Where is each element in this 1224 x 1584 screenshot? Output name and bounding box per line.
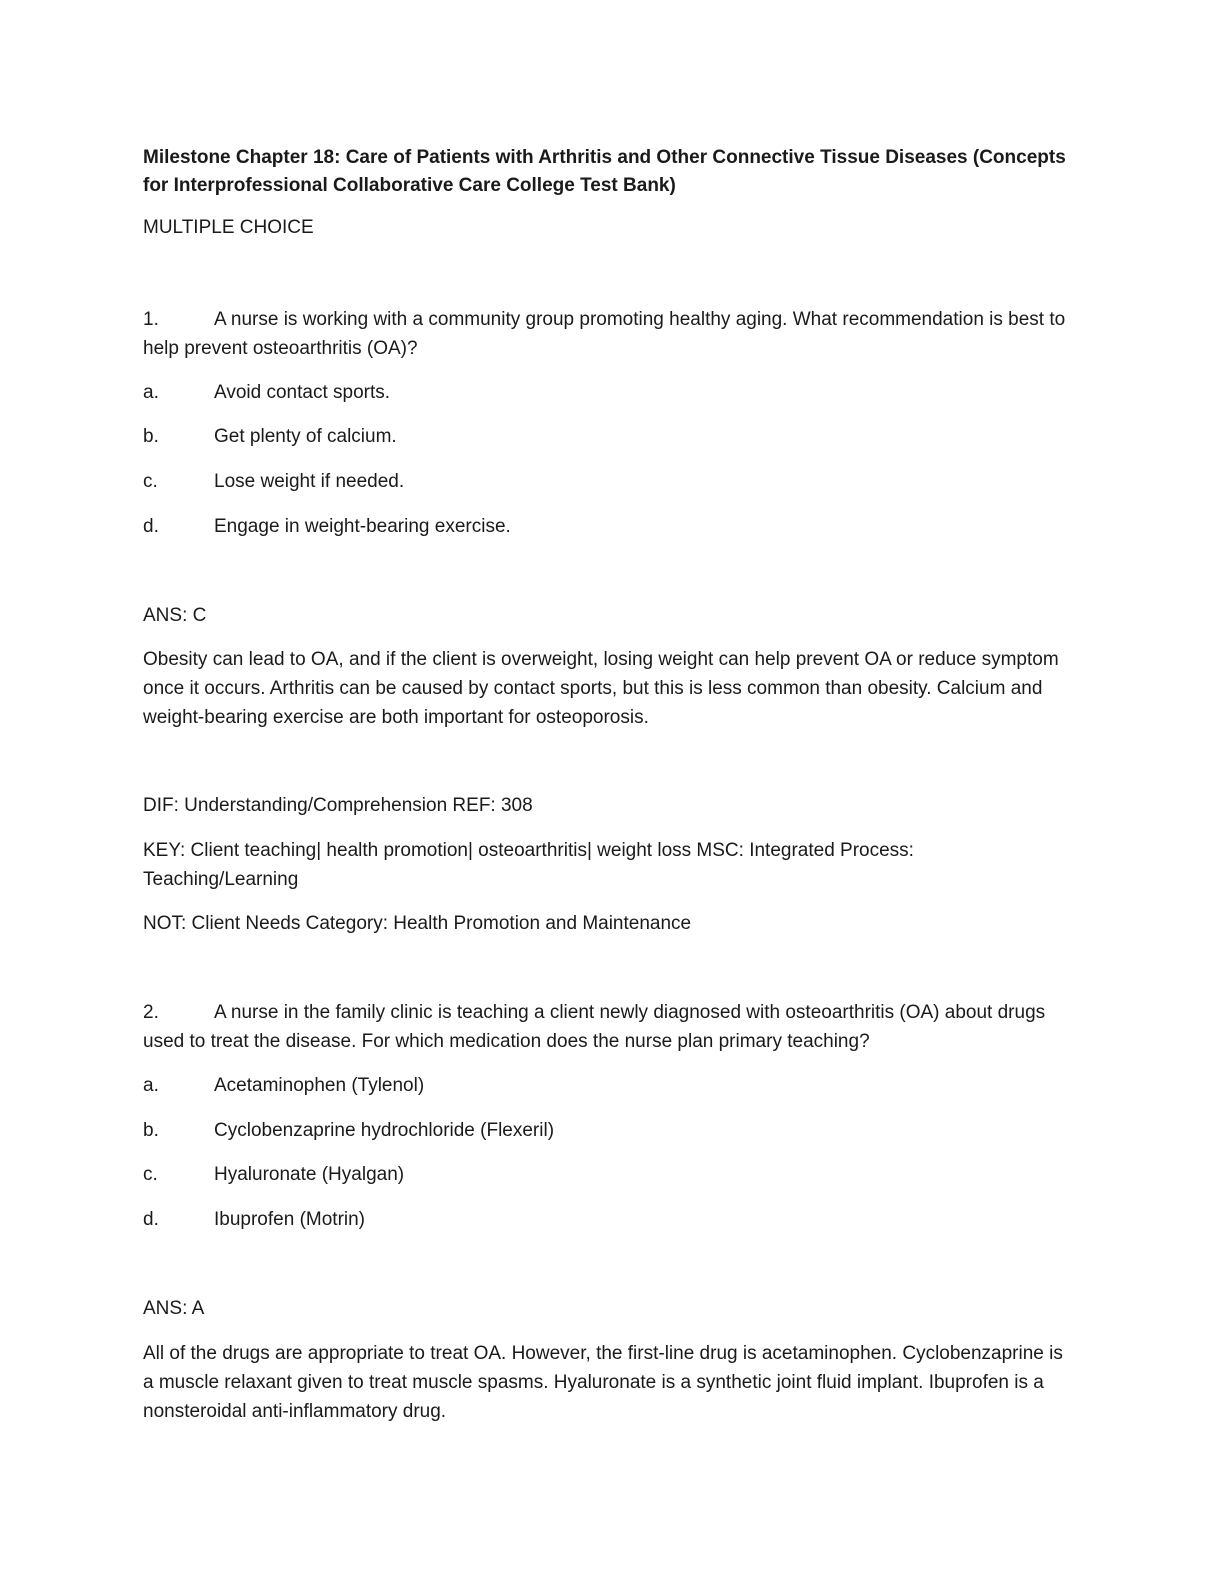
question-2-option-c: [143, 1160, 1073, 1189]
question-2-option-b: [143, 1116, 1073, 1145]
option-text: Hyaluronate (Hyalgan): [214, 1164, 405, 1185]
question-1-dif: DIF: Understanding/Comprehension REF: 308: [143, 795, 533, 816]
option-letter: a.: [143, 1075, 159, 1096]
question-1-number: 1.: [143, 309, 159, 330]
option-text: Ibuprofen (Motrin): [214, 1209, 366, 1230]
option-text: Get plenty of calcium.: [214, 426, 397, 447]
option-letter: b.: [143, 426, 159, 447]
question-2-option-d: [143, 1205, 1073, 1234]
question-2-answer: ANS: A: [143, 1298, 205, 1319]
option-letter: a.: [143, 382, 159, 403]
question-2-number: 2.: [143, 1002, 159, 1023]
question-1-stem: [143, 305, 1073, 363]
question-1-option-d: [143, 512, 1073, 541]
option-text: Cyclobenzaprine hydrochloride (Flexeril): [214, 1120, 555, 1141]
question-2-rationale: All of the drugs are appropriate to treat OA. However, the first-line drug is acetaminophen. Cyclobenzaprine is a muscle relaxant given to treat muscle spasms. Hyaluronate is a synthetic joint fluid implant. Ibuprofen is a nonsteroidal anti-inflammatory drug.: [143, 1343, 1063, 1422]
question-1-key: KEY: Client teaching| health promotion| osteoarthritis| weight loss MSC: Integrated Process: Teaching/Learning: [143, 840, 914, 890]
option-text: Avoid contact sports.: [214, 382, 391, 403]
document-title: Milestone Chapter 18: Care of Patients with Arthritis and Other Connective Tissue Diseases (Concepts for Interprofessional Collaborative Care College Test Bank): [143, 147, 1066, 196]
question-1-option-a: [143, 378, 1073, 407]
question-1-option-b: [143, 422, 1073, 451]
question-1-option-c: [143, 467, 1073, 496]
option-text: Engage in weight-bearing exercise.: [214, 516, 511, 537]
option-text: Acetaminophen (Tylenol): [214, 1075, 425, 1096]
question-1-rationale: Obesity can lead to OA, and if the client is overweight, losing weight can help prevent OA or reduce symptom once it occurs. Arthritis can be caused by contact sports, but this is less common than obesity. Calcium and weight-bearing exercise are both important for osteoporosis.: [143, 649, 1059, 728]
option-letter: c.: [143, 471, 158, 492]
section-label: MULTIPLE CHOICE: [143, 217, 314, 238]
question-2-stem: [143, 998, 1073, 1056]
option-letter: b.: [143, 1120, 159, 1141]
question-2-option-a: [143, 1071, 1073, 1100]
option-letter: c.: [143, 1164, 158, 1185]
question-2-text: A nurse in the family clinic is teaching a client newly diagnosed with osteoarthritis (OA) about drugs used to treat the disease. For which medication does the nurse plan primary teaching?: [143, 1002, 1046, 1052]
option-text: Lose weight if needed.: [214, 471, 405, 492]
question-1-answer: ANS: C: [143, 605, 207, 626]
option-letter: d.: [143, 1209, 159, 1230]
option-letter: d.: [143, 516, 159, 537]
question-1-text: A nurse is working with a community group promoting healthy aging. What recommendation is best to help prevent osteoarthritis (OA)?: [143, 309, 1066, 359]
question-1-not: NOT: Client Needs Category: Health Promotion and Maintenance: [143, 913, 692, 934]
